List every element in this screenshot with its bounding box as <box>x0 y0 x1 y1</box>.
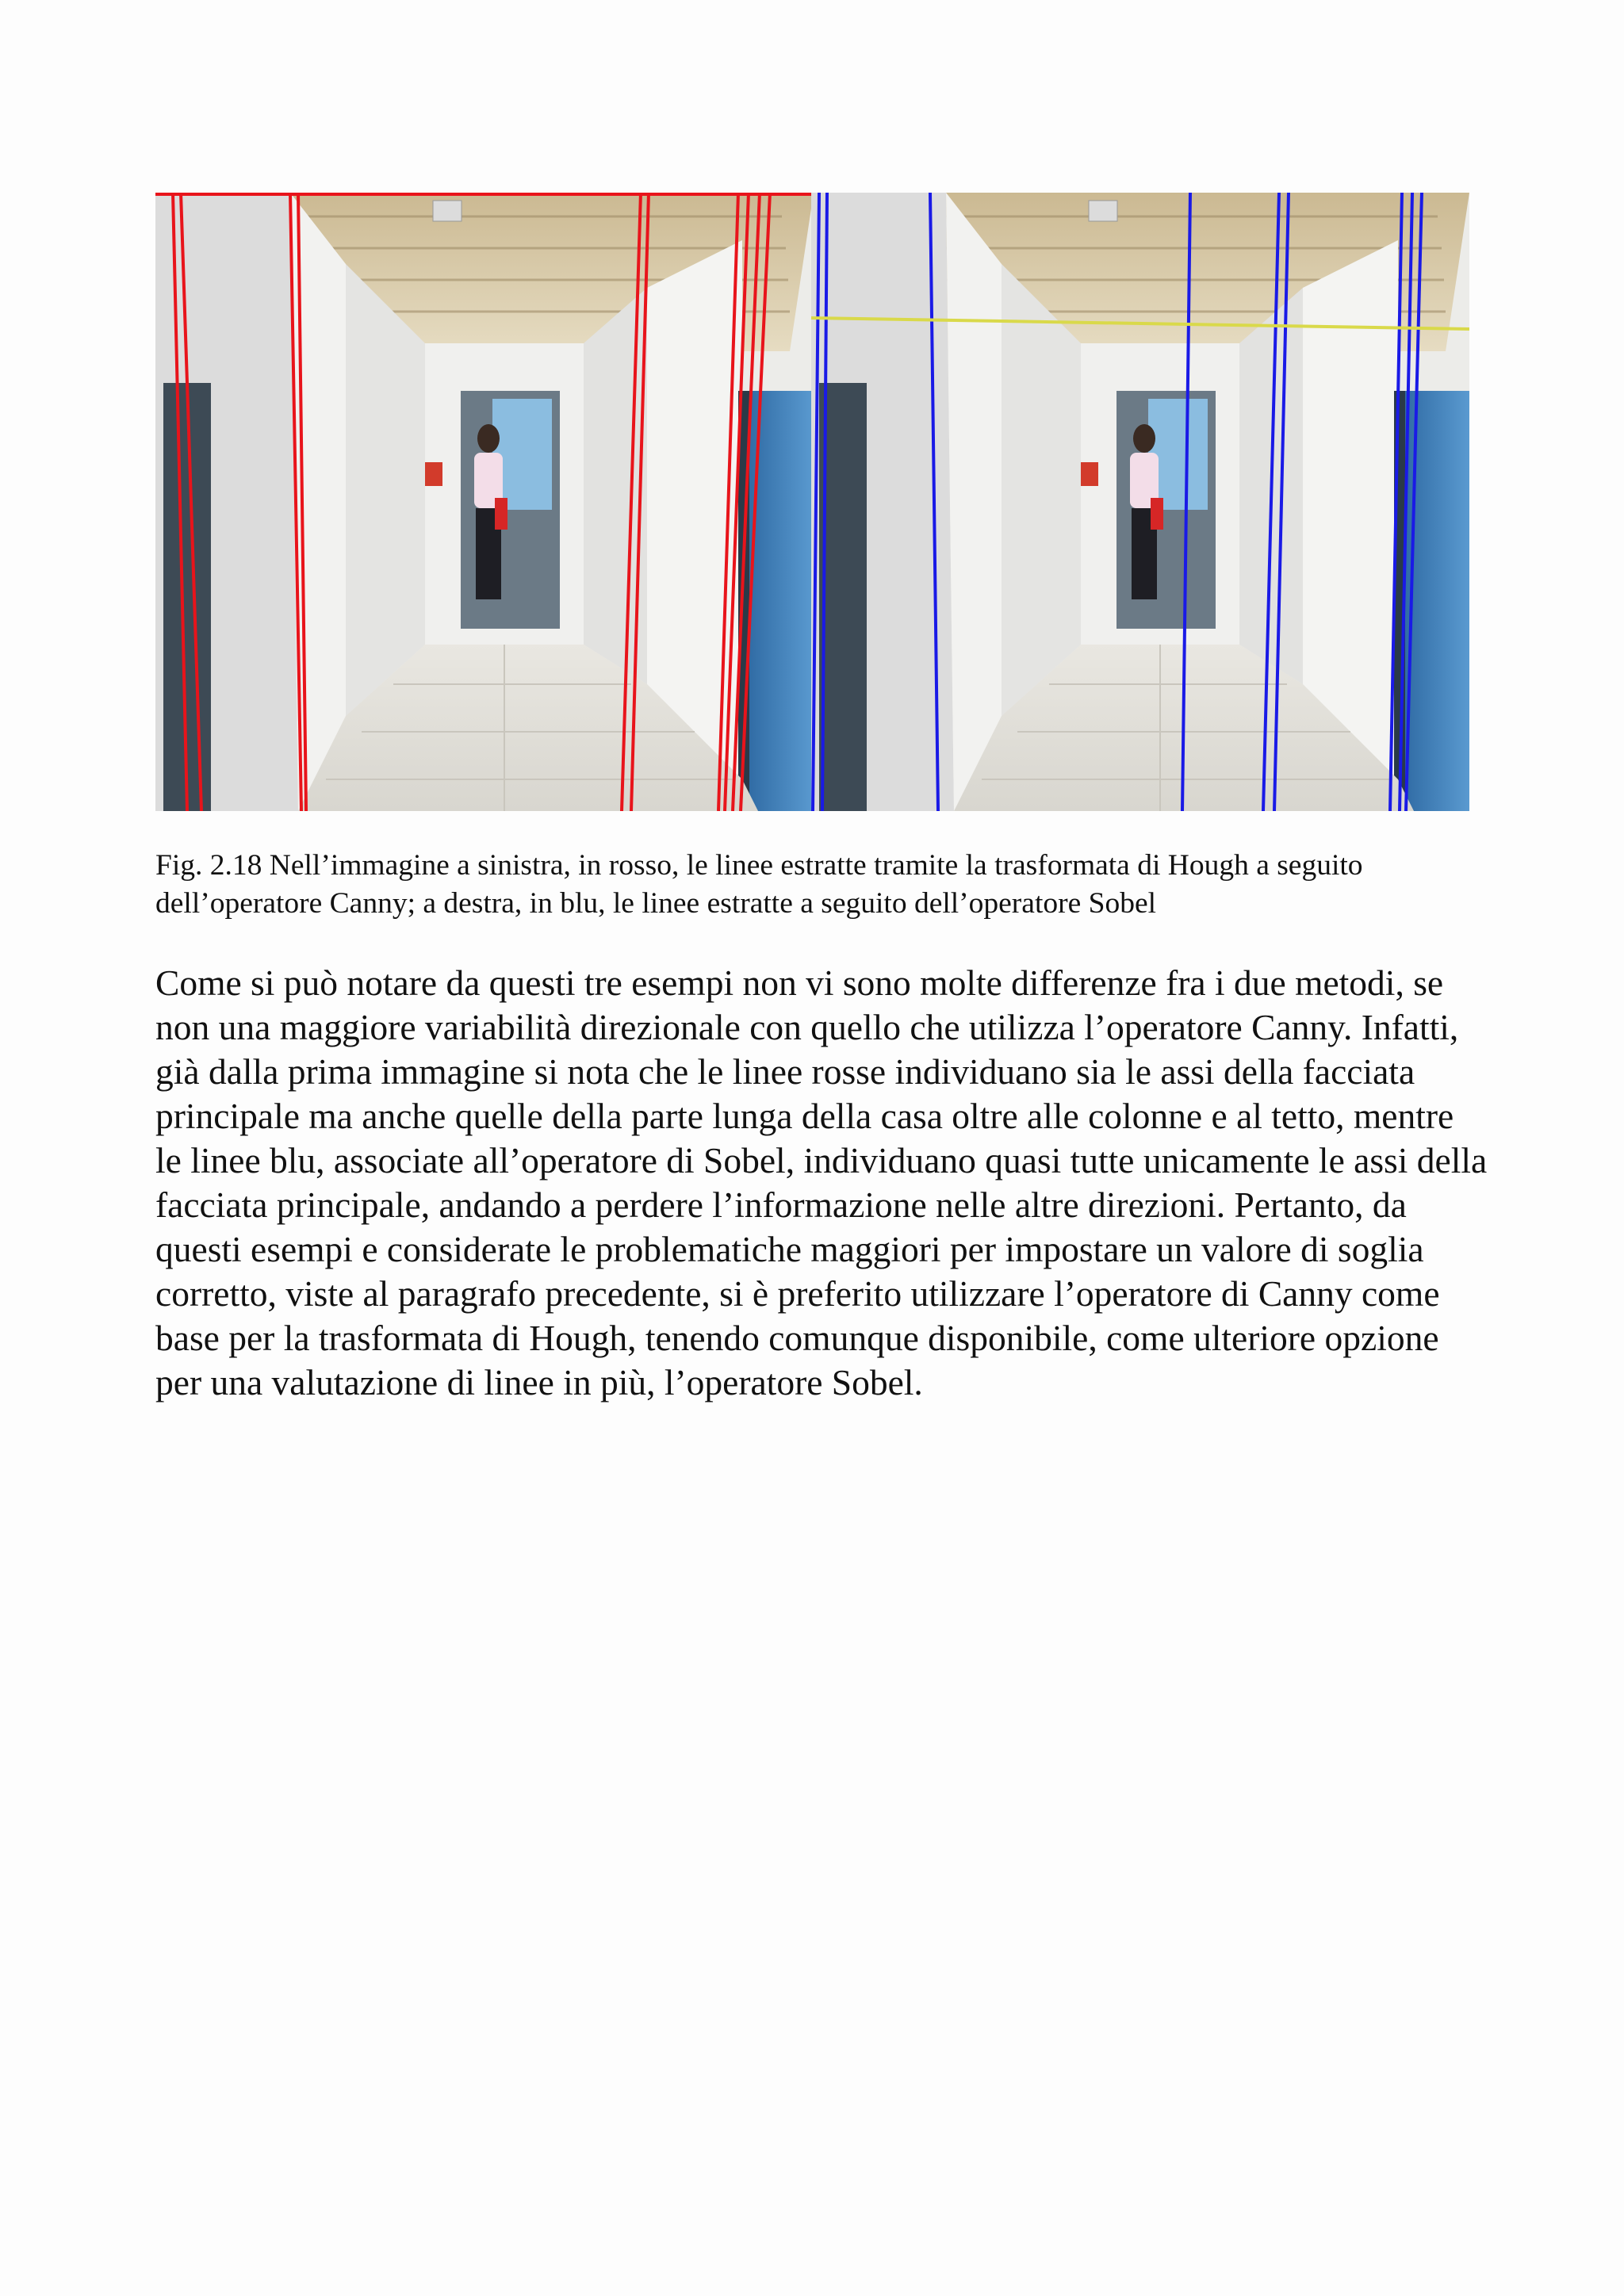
body-paragraph: Come si può notare da questi tre esempi non vi sono molte differenze fra i due metodi, se non una maggiore variabilità direzionale con quello che utilizza l’operatore Canny. Infatti, già dalla prima immagine si nota che le linee rosse individuano sia le assi della facciata principale ma anche quelle della parte lunga della casa oltre alle colonne e al tetto, mentre le linee blu, associate all’operatore di Sobel, individuano quasi tutte unicamente le assi della facciata principale, andando a perdere l’informazione nelle altre direzioni. Pertanto, da questi esempi e considerate le problematiche maggiori per impostare un valore di soglia corretto, viste al paragrafo precedente, si è preferito utilizzare l’operatore di Canny come base per la trasformata di Hough, tenendo comunque disponibile, come ulteriore opzione per una valutazione di linee in più, l’operatore Sobel. <box>155 962 1488 1402</box>
figure-caption: Fig. 2.18 Nell’immagine a sinistra, in rosso, le linee estratte tramite la trasformata di Hough a seguito dell’operatore Canny; a destra, in blu, le linee estratte a seguito dell’operatore Sobel <box>155 849 1363 920</box>
right-panel-sobel <box>811 193 1469 811</box>
figure-image <box>155 193 1469 811</box>
figure-hough-comparison <box>155 193 1469 811</box>
left-panel-canny <box>155 193 814 811</box>
